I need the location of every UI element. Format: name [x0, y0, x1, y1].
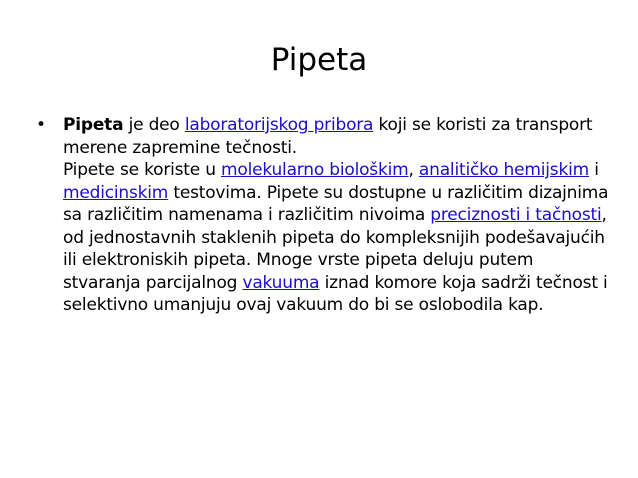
bullet-icon: •	[36, 115, 47, 135]
text-segment: koji se koristi za transport merene zapremine tečnosti.	[63, 115, 593, 158]
text-segment: je deo	[123, 115, 185, 135]
link-analiticko-hemijskim[interactable]: analitičko hemijskim	[418, 160, 589, 180]
link-medicinskim[interactable]: medicinskim	[63, 182, 169, 203]
link-molekularno-bioloskim[interactable]: molekularno biološkim	[221, 160, 409, 180]
text-segment: ,	[408, 160, 419, 180]
link-laboratorijskog-pribora[interactable]: laboratorijskog pribora	[184, 115, 374, 135]
term-pipeta: Pipeta	[63, 115, 124, 135]
text-segment: i	[588, 160, 599, 180]
text-segment: testovima. Pipete su dostupne u različitim dizajnima sa različitim namenama i različitim nivoima	[63, 182, 609, 225]
bullet-paragraph	[63, 114, 611, 317]
text-segment: iznad komore koja sadrži tečnost i selektivno umanjuju ovaj vakuum do bi se oslobodila kap.	[63, 272, 608, 315]
text-segment: Pipete se koriste u	[63, 160, 222, 180]
slide-title: Pipeta	[270, 42, 368, 78]
text-segment: , od jednostavnih staklenih pipeta do kompleksnijih podešavajućih ili elektroniskih pipeta. Mnoge vrste pipeta deluju putem stvaranja parcijalnog	[63, 205, 607, 293]
link-preciznosti-i-tacnosti[interactable]: preciznosti i tačnosti	[430, 205, 602, 225]
link-vakuuma[interactable]: vakuuma	[242, 272, 320, 293]
